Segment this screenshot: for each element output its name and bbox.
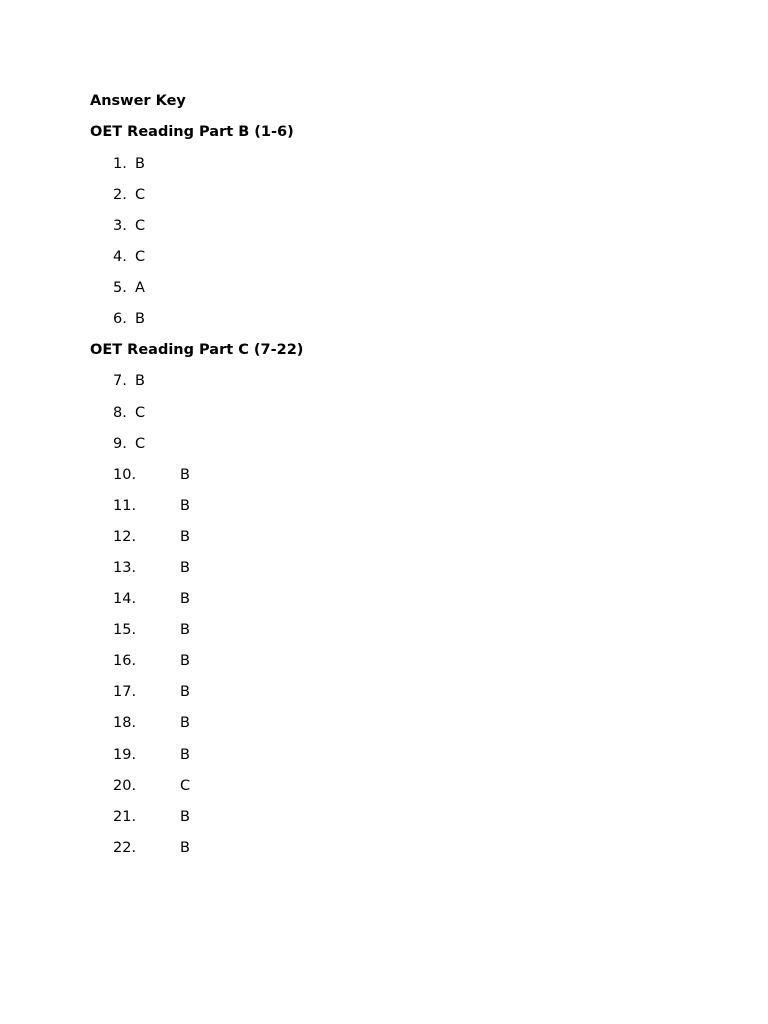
answer-list: [90, 370, 690, 858]
answer-item: [90, 526, 690, 548]
answer-letter: C: [135, 248, 146, 265]
answer-letter: B: [180, 528, 190, 545]
question-number: 3.: [113, 217, 127, 234]
answer-item: [90, 681, 690, 703]
answer-item: [90, 588, 690, 610]
answer-letter: B: [135, 373, 145, 390]
question-number: 11.: [113, 497, 137, 514]
answer-item: [90, 806, 690, 828]
answer-item: [90, 495, 690, 517]
document-title: Answer Key: [90, 93, 186, 109]
answer-item: [90, 837, 690, 859]
document-page: [90, 90, 690, 868]
question-number: 7.: [113, 373, 127, 390]
question-number: 14.: [113, 591, 137, 608]
answer-item: [90, 650, 690, 672]
section-heading: OET Reading Part B (1-6): [90, 124, 294, 141]
question-number: 13.: [113, 560, 137, 577]
question-number: 18.: [113, 715, 137, 732]
question-number: 16.: [113, 653, 137, 670]
answer-item: [90, 402, 690, 424]
answer-item: [90, 370, 690, 392]
answer-item: [90, 277, 690, 299]
answer-letter: B: [135, 155, 145, 172]
question-number: 17.: [113, 684, 137, 701]
answer-letter: B: [180, 497, 190, 514]
answer-letter: C: [135, 186, 146, 203]
section-part-b: [90, 121, 690, 330]
answer-letter: A: [135, 279, 145, 296]
answer-item: [90, 184, 690, 206]
answer-item: [90, 464, 690, 486]
question-number: 9.: [113, 435, 127, 452]
answer-item: [90, 775, 690, 797]
answer-item: [90, 246, 690, 268]
answer-item: [90, 433, 690, 455]
answer-letter: B: [180, 839, 190, 856]
question-number: 22.: [113, 839, 137, 856]
answer-letter: C: [135, 435, 146, 452]
question-number: 10.: [113, 466, 137, 483]
answer-letter: B: [180, 560, 190, 577]
answer-letter: B: [180, 684, 190, 701]
question-number: 15.: [113, 622, 137, 639]
answer-item: [90, 557, 690, 579]
answer-letter: C: [135, 217, 146, 234]
question-number: 1.: [113, 155, 127, 172]
question-number: 12.: [113, 528, 137, 545]
answer-letter: B: [180, 622, 190, 639]
answer-letter: B: [180, 591, 190, 608]
question-number: 19.: [113, 746, 137, 763]
answer-list: [90, 153, 690, 330]
question-number: 2.: [113, 186, 127, 203]
question-number: 5.: [113, 279, 127, 296]
answer-item: [90, 619, 690, 641]
answer-letter: C: [180, 777, 191, 794]
answer-letter: B: [180, 466, 190, 483]
answer-letter: C: [135, 404, 146, 421]
answer-letter: B: [180, 808, 190, 825]
question-number: 6.: [113, 311, 127, 328]
answer-letter: B: [135, 311, 145, 328]
answer-letter: B: [180, 653, 190, 670]
answer-letter: B: [180, 715, 190, 732]
answer-item: [90, 712, 690, 734]
question-number: 4.: [113, 248, 127, 265]
question-number: 21.: [113, 808, 137, 825]
answer-item: [90, 215, 690, 237]
answer-item: [90, 153, 690, 175]
answer-item: [90, 744, 690, 766]
section-heading: OET Reading Part C (7-22): [90, 342, 304, 359]
section-part-c: [90, 339, 690, 859]
answer-letter: B: [180, 746, 190, 763]
question-number: 20.: [113, 777, 137, 794]
question-number: 8.: [113, 404, 127, 421]
answer-item: [90, 308, 690, 330]
